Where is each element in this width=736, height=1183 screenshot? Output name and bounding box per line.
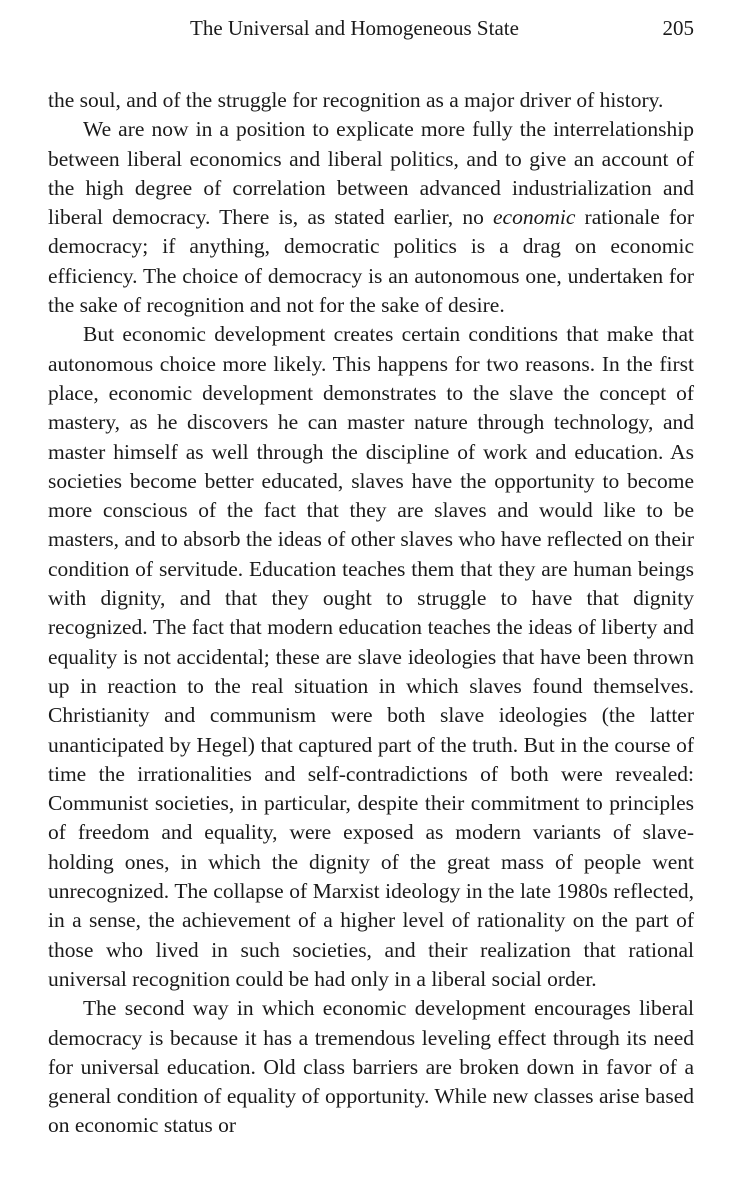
paragraph-2-text-a: We are now in a position to explicate more fully the interrelationship between liberal economics and liberal politics, and to give an account of the high degree of correlation between advanced industrialization and liberal democracy. There is, as stated earlier, no bbox=[48, 117, 694, 230]
running-header bbox=[48, 8, 694, 48]
emphasis-economic: economic bbox=[492, 205, 576, 230]
book-page bbox=[48, 8, 694, 1141]
paragraph-4 bbox=[48, 994, 694, 1140]
paragraph-2-text-b: rationale for democracy; if anything, democratic politics is a drag on economic efficiency. The choice of democracy is an autonomous one, undertaken for the sake of recognition and not for the sake of desire. bbox=[48, 205, 694, 318]
paragraph-3-text: But economic development creates certain conditions that make that autonomous choice more likely. This happens for two reasons. In the first place, economic development demonstrates to the slave the concept of mastery, as he discovers he can master nature through technology, and master himself as well through the discipline of work and education. As societies become better educated, slaves have the opportunity to become more conscious of the fact that they are slaves and would like to be masters, and to absorb the ideas of other slaves who have reflected on their condition of servitude. Education teaches them that they are human beings with dignity, and that they ought to struggle to have that dignity recognized. The fact that modern education teaches the ideas of liberty and equality is not accidental; these are slave ideologies that have been thrown up in reaction to the real situation in which slaves found themselves. Christianity and communism were both slave ideologies (the latter unanticipated by Hegel) that captured part of the truth. But in the course of time the irrationalities and self-contradictions of both were revealed: Communist societies, in particular, despite their commitment to principles of freedom and equality, were exposed as modern variants of slave-holding ones, in which the dignity of the great mass of people went unrecognized. The collapse of Marxist ideology in the late 1980s reflected, in a sense, the achievement of a higher level of rationality on the part of those who lived in such societies, and their realization that rational universal recognition could be had only in a liberal social order. bbox=[48, 322, 694, 991]
paragraph-3 bbox=[48, 320, 694, 994]
page-number: 205 bbox=[662, 16, 694, 40]
paragraph-1-text: the soul, and of the struggle for recognition as a major driver of history. bbox=[48, 88, 664, 112]
paragraph-4-text: The second way in which economic development encourages liberal democracy is because it has a tremendous leveling effect through its need for universal education. Old class barriers are broken down in favor of a general condition of equality of opportunity. While new classes arise based on economic status or bbox=[48, 996, 694, 1138]
body-text bbox=[48, 86, 694, 1141]
running-title: The Universal and Homogeneous State bbox=[190, 16, 519, 40]
paragraph-1 bbox=[48, 86, 694, 115]
paragraph-2 bbox=[48, 115, 694, 320]
